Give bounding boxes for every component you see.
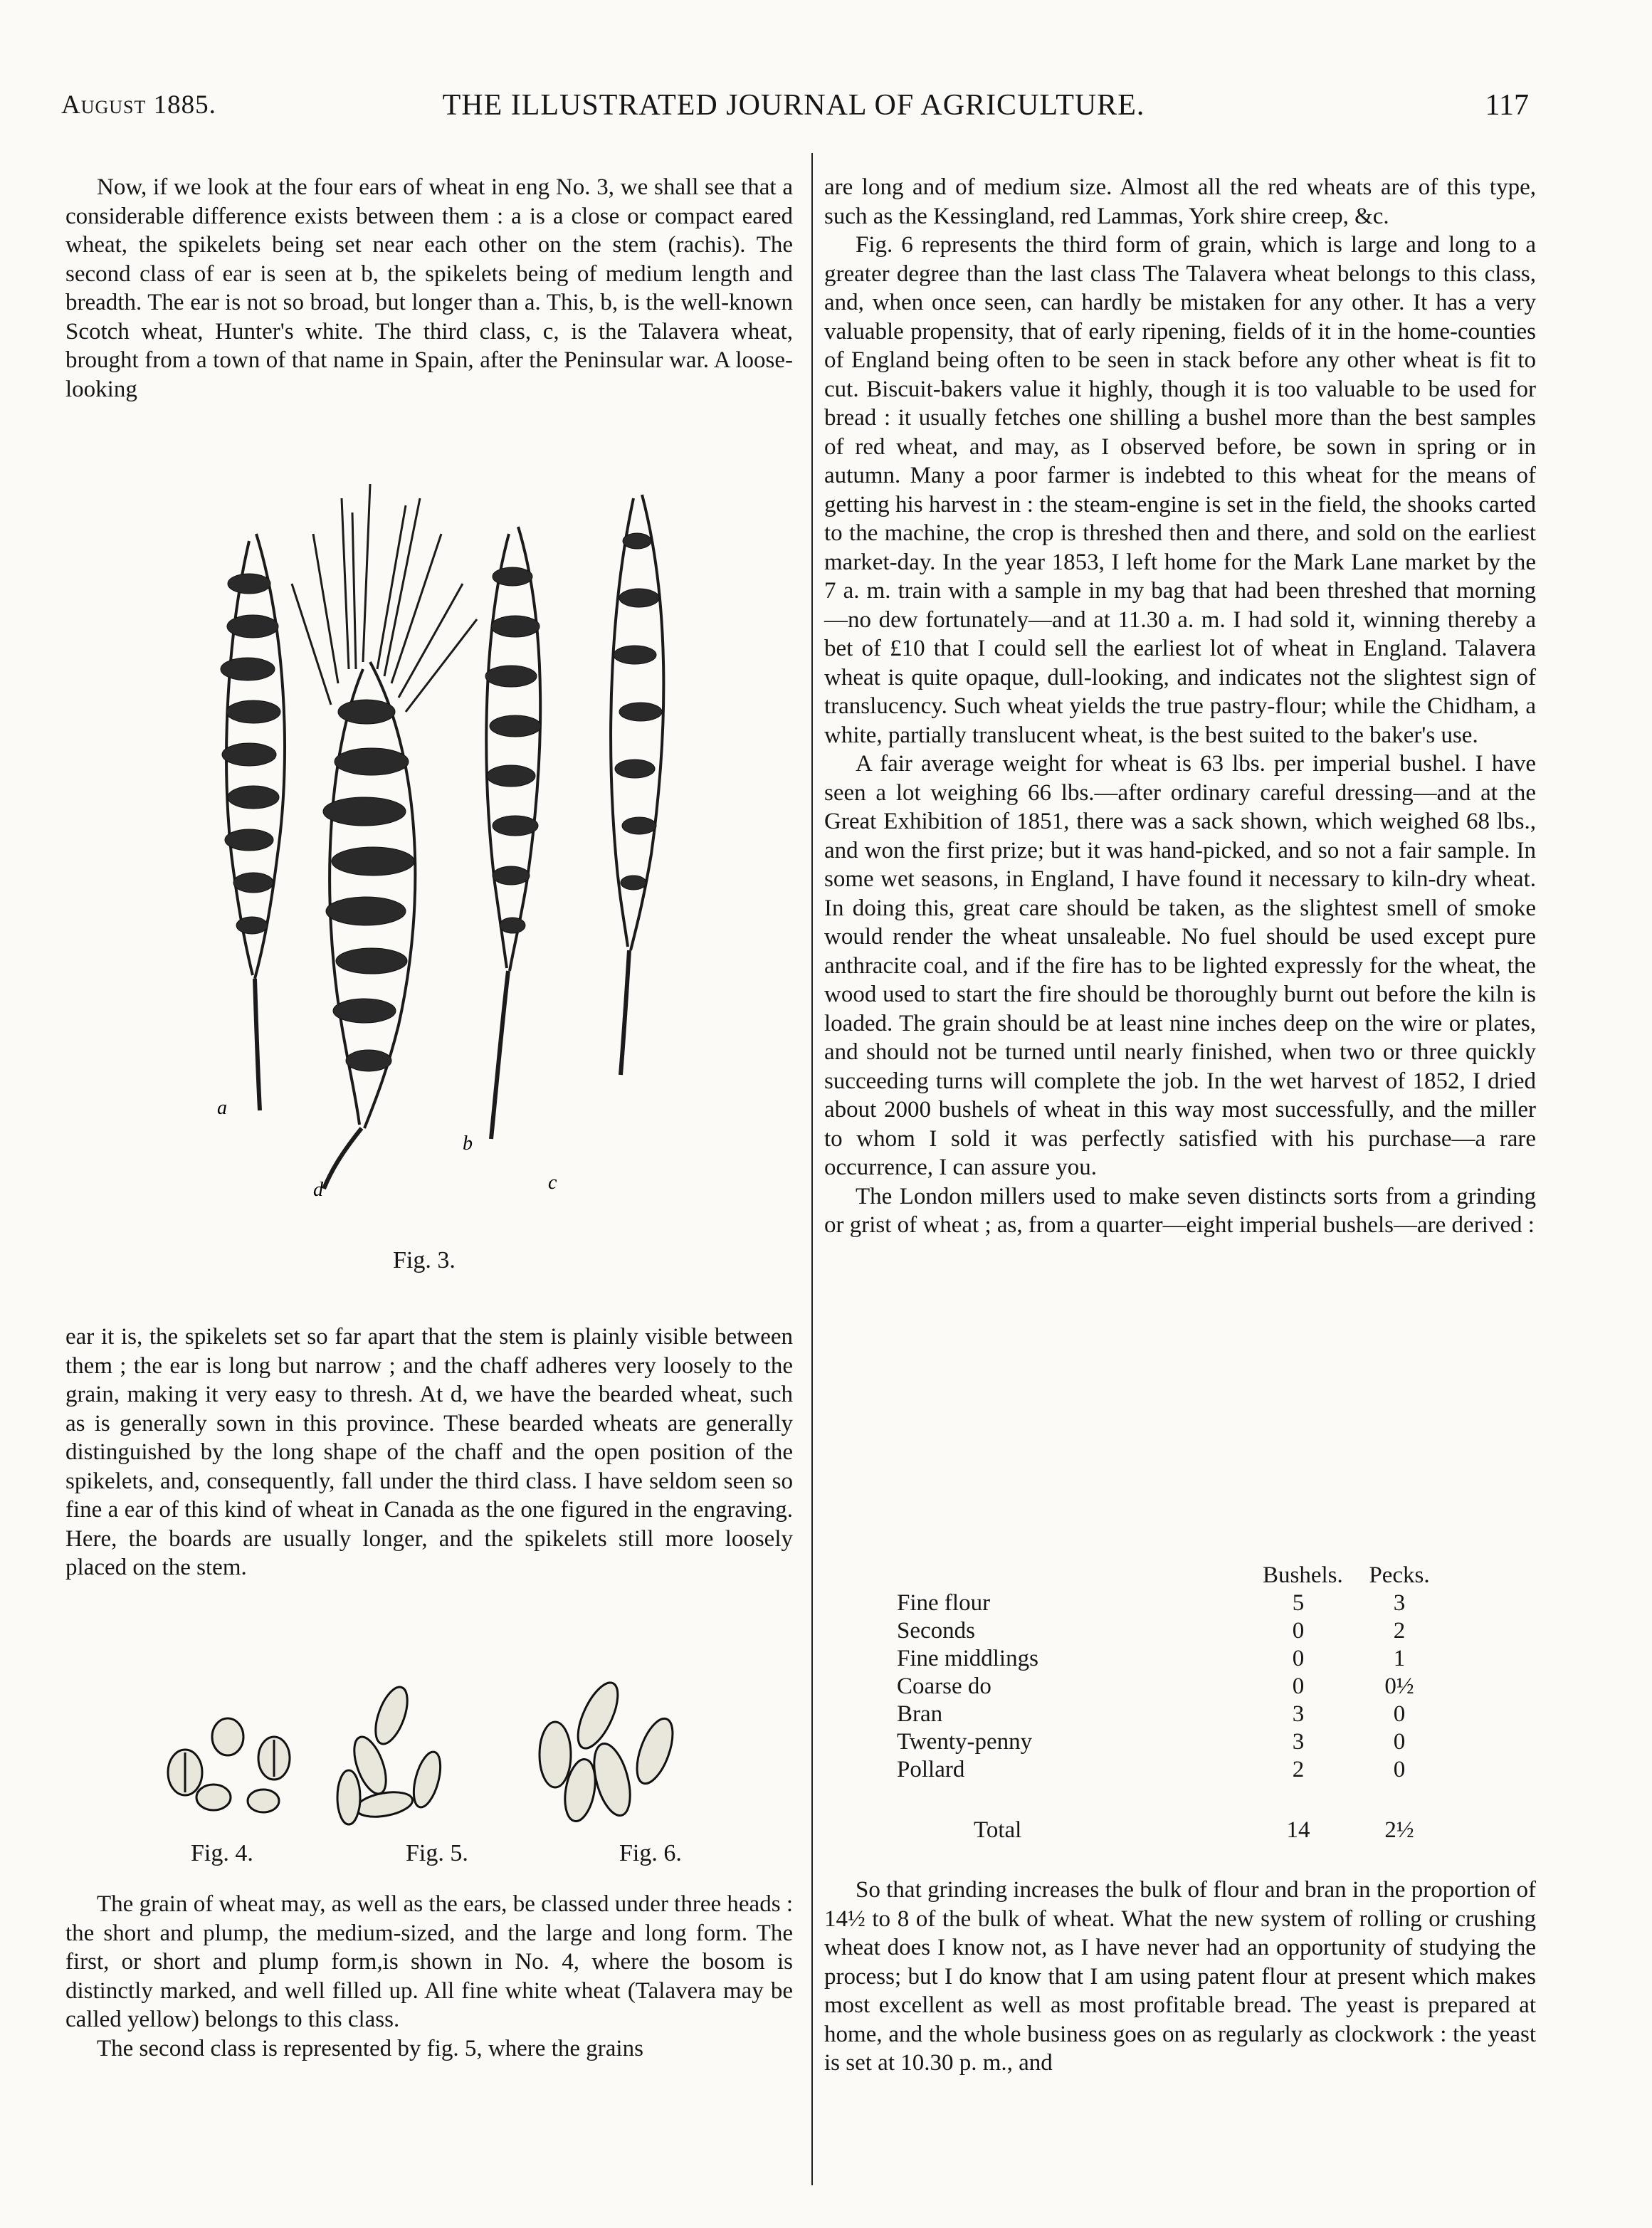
ear-b-spikelets bbox=[485, 567, 541, 933]
paragraph-ears-intro: Now, if we look at the four ears of wheat in eng No. 3, we shall see that a considerable difference exists between them : a is a close or compact eared wheat, the spikelets being set near each other on the stem (rachis). The second class of ear is seen at b, the spikelets being of medium length and breadth. The ear is not so broad, but longer than a. This, b, is the well-known Scotch wheat, Hunter's white. The third class, c, is the Talavera wheat, brought from a town of that name in Spain, after the Peninsular war. A loose-looking bbox=[65, 174, 793, 402]
fig3-label-c: c bbox=[548, 1172, 557, 1194]
ear-a-spikelets bbox=[221, 574, 280, 934]
table-row: Pollard 2 0 bbox=[897, 1757, 1406, 1782]
fig3-wheat-ears-illustration bbox=[178, 456, 698, 1203]
fig5-grains bbox=[337, 1683, 446, 1824]
right-column-closing bbox=[824, 1876, 1536, 2078]
table-total-row bbox=[881, 1817, 1472, 1845]
fig3-label-d: d bbox=[313, 1179, 323, 1201]
fig3-label-b: b bbox=[463, 1133, 473, 1155]
fig3-caption: Fig. 3. bbox=[393, 1247, 456, 1273]
wheat-ear-d bbox=[292, 484, 477, 1189]
table-row: Coarse do 0 0½ bbox=[897, 1673, 1414, 1699]
left-column-grains bbox=[65, 1890, 793, 2063]
paragraph-loose-ear: ear it is, the spikelets set so far apart that the stem is plainly visible between them ; the ear is long but narrow ; and the chaff adheres very loosely to the grain, making it very easy to thresh. At d, we have the bearded wheat, such as is generally sown in this province. These bearded wheats are generally distinguished by the long shape of the chaff and the open position of the spikelets, and, consequently, fall under the third class. I have seldom seen so fine a ear of this kind of wheat in Canada as the one figured in the engraving. Here, the boards are usually longer, and the spikelets still more loosely placed on the stem. bbox=[65, 1324, 793, 1580]
grain-figures-illustration bbox=[157, 1673, 754, 1836]
table-row: Twenty-penny 3 0 bbox=[897, 1729, 1406, 1755]
left-column-middle bbox=[65, 1323, 793, 1582]
fig6-caption: Fig. 6. bbox=[619, 1840, 682, 1866]
total-pecks: 2½ bbox=[1384, 1817, 1414, 1843]
column-divider bbox=[811, 153, 813, 2185]
table-header-row bbox=[881, 1562, 1472, 1590]
issue-date: August 1885. bbox=[61, 90, 216, 120]
page-header bbox=[50, 84, 1537, 134]
fig4-grains bbox=[168, 1718, 290, 1812]
paragraph-average-weight: A fair average weight for wheat is 63 lbs. per imperial bushel. I have seen a lot weighing 66 lbs.—after ordinary careful dressing—and at the Great Exhibition of 1851, there was a sack shown, which weighed 68 lbs., and won the first prize; but it was hand-picked, and so not a fair sample. In some wet seasons, in England, I have found it necessary to kiln-dry wheat. In doing this, great care should be taken, as the slightest smell of smoke would render the wheat unsaleable. No fuel should be used except pure anthracite coal, and if the fire has to be lighted expressly for the wheat, the wood used to start the fire should be thoroughly burnt out before the kiln is loaded. The grain should be at least nine inches deep on the wire or plates, and should not be turned until nearly finished, when two or three quickly succeeding turns will complete the job. In the wet harvest of 1852, I dried about 2000 bushels of wheat in this way most successfully, and the miller to whom I sold it was perfectly satisfied with his purchase—a rare occurrence, I can assure you. bbox=[824, 751, 1536, 1180]
left-column-intro bbox=[65, 173, 793, 404]
paragraph-second-class: The second class is represented by fig. 5, where the grains bbox=[97, 2035, 643, 2061]
table-row: Fine middlings 0 1 bbox=[897, 1646, 1406, 1671]
paragraph-grinding-increase: So that grinding increases the bulk of flour and bran in the proportion of 14½ to 8 of the bulk of wheat. What the new system of rolling or crushing wheat does I know not, as I have never had an opportunity of studying the process; but I do know that I am using patent flour at present which makes most excellent as well as most profitable bread. The yeast is prepared at home, and the whole business goes on as regularly as clockwork : the yeast is set at 10.30 p. m., and bbox=[824, 1877, 1536, 2076]
total-bushels: 14 bbox=[1286, 1817, 1310, 1843]
right-column-text bbox=[824, 173, 1536, 1240]
page-number: 117 bbox=[1485, 89, 1529, 122]
grinding-yield-table bbox=[881, 1562, 1472, 1845]
table-row: Seconds 0 2 bbox=[897, 1618, 1406, 1644]
journal-title: THE ILLUSTRATED JOURNAL OF AGRICULTURE. bbox=[442, 89, 1145, 122]
fig4-caption: Fig. 4. bbox=[191, 1840, 253, 1866]
header-bushels: Bushels. bbox=[1263, 1562, 1343, 1588]
paragraph-red-wheats: are long and of medium size. Almost all the red wheats are of this type, such as the Kessingland, red Lammas, York shire creep, &c. bbox=[824, 174, 1536, 229]
table-row: Fine flour 5 3 bbox=[897, 1590, 1406, 1616]
total-label: Total bbox=[974, 1817, 1022, 1843]
paragraph-grain-heads: The grain of wheat may, as well as the ears, be classed under three heads : the short and plump, the medium-sized, and the large and long form. The first, or short and plump form,is shown in No. 4, where the bosom is distinctly marked, and well filled up. All fine white wheat (Talavera may be called yellow) belongs to this class. bbox=[65, 1891, 793, 2032]
wheat-ear-c bbox=[611, 495, 663, 1075]
paragraph-talavera: Fig. 6 represents the third form of grain, which is large and long to a greater degree than the last class The Talavera wheat belongs to this class, and, when once seen, can hardly be mistaken for any other. It has a very valuable propensity, that of early ripening, fields of it in the home-counties of England being often to be seen in stack before any other wheat is fit to cut. Biscuit-bakers value it highly, though it is too valuable to be used for bread : it usually fetches one shilling a bushel more than the best samples of red wheat, and may, as I observed before, be sown in spring or in autumn. Many a poor farmer is indebted to this wheat for the means of getting his harvest in : the steam-engine is set in the field, the shooks carted to the machine, the crop is threshed then and there, and sold on the earliest market-day. In the year 1853, I left home for the Mark Lane market by the 7 a. m. train with a sample in my bag that had been threshed that morning—no dew fortunately—and at 11.30 a. m. I had sold it, winning thereby a bet of £10 that I could sell the earliest lot of wheat in England. Talavera wheat is quite opaque, dull-looking, and indicates not the slightest sign of translucency. Such wheat yields the true pastry-flour; while the Chidham, a white, partially translucent wheat, is the best suited to the baker's use. bbox=[824, 232, 1536, 748]
fig6-grains bbox=[540, 1677, 680, 1824]
paragraph-london-millers: The London millers used to make seven distincts sorts from a grinding or grist of wheat ; as, from a quarter—eight imperial bushels—are derived : bbox=[824, 1183, 1536, 1238]
header-pecks: Pecks. bbox=[1369, 1562, 1430, 1588]
fig3-label-a: a bbox=[217, 1097, 227, 1119]
table-row: Bran 3 0 bbox=[897, 1701, 1406, 1727]
fig5-caption: Fig. 5. bbox=[406, 1840, 468, 1866]
